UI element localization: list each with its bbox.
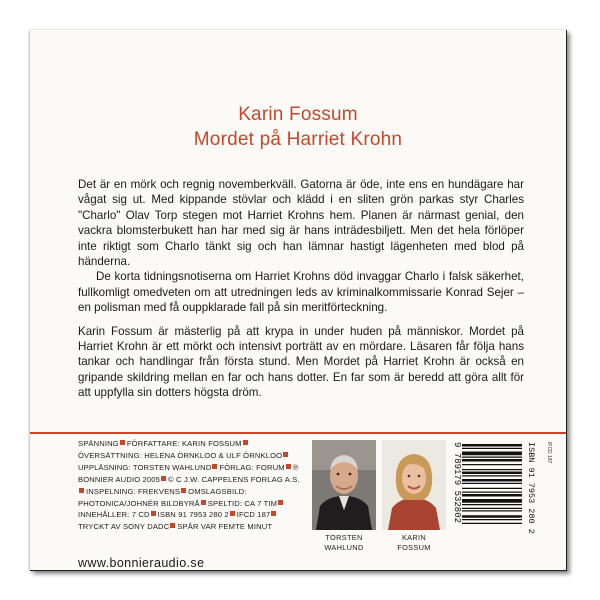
description [78, 177, 524, 401]
author-first-name: KARIN [401, 533, 427, 542]
credit-item: INNEHÅLLER: 7 CD [78, 510, 150, 520]
credit-item: SPÅR VAR FEMTE MINUT [177, 522, 273, 532]
ifcd-code-text: IFCD 187 [546, 442, 552, 464]
barcode-bar [462, 448, 522, 449]
barcode-bar [462, 464, 522, 465]
website-url: www.bonnieraudio.se [78, 556, 205, 570]
barcode-bar [462, 515, 522, 518]
barcode-bar [462, 475, 522, 476]
barcode-bar [462, 459, 522, 462]
narrator-first-name: TORSTEN [325, 533, 363, 542]
square-bullet-icon [161, 476, 166, 481]
credit-item: INSPELNING: FREKVENS [86, 486, 181, 496]
isbn-vertical [524, 442, 536, 560]
barcode-bar [462, 510, 522, 511]
credit-item: FÖRLAG: FORUM [219, 462, 285, 472]
author-name: Karin Fossum [238, 104, 358, 125]
square-bullet-icon [230, 511, 235, 516]
barcode-bar [462, 488, 522, 489]
woman-portrait-icon [382, 440, 446, 530]
title-block [30, 102, 566, 152]
barcode-bar [462, 499, 522, 503]
credit-item: © C J.W. CAPPELENS FORLAG A.S. [168, 474, 300, 484]
square-bullet-icon [79, 488, 84, 493]
credit-item: ISBN 91 7953 280 2 [157, 510, 229, 520]
square-bullet-icon [212, 464, 217, 469]
credit-item: FÖRFATTARE: KARIN FOSSUM [126, 439, 242, 448]
narrator-photo [312, 440, 376, 530]
credit-item: TRYCKT AV SONY DADC [78, 522, 170, 532]
barcode-bar [462, 508, 522, 509]
author-photo [382, 440, 446, 530]
barcode-icon [460, 440, 524, 560]
barcode-bar [462, 472, 522, 475]
credit-item: ℗ BONNIER AUDIO 2005 [78, 462, 299, 484]
credit-item: SPÄNNING [78, 439, 119, 448]
barcode-bar [462, 523, 522, 524]
author-caption [380, 533, 448, 552]
square-bullet-icon [271, 511, 276, 516]
barcode-bar [462, 519, 522, 520]
square-bullet-icon [278, 500, 283, 505]
square-bullet-icon [286, 464, 291, 469]
author-last-name: FOSSUM [397, 542, 431, 552]
square-bullet-icon [283, 452, 288, 457]
narrator-caption [310, 533, 378, 552]
barcode-bar [462, 457, 522, 458]
credit-item: ÖVERSÄTTNING: HELENA ÖRNKLOO & ULF ÖRNKLOO [78, 450, 283, 460]
barcode-bar [462, 444, 522, 447]
square-bullet-icon [243, 440, 248, 445]
credit-item: SPELTID: CA 7 TIM [207, 498, 278, 508]
credits-block [78, 438, 306, 533]
narrator-last-name: WAHLUND [324, 542, 364, 552]
square-bullet-icon [170, 523, 175, 528]
square-bullet-icon [181, 488, 186, 493]
barcode-bar [462, 469, 522, 470]
description-paragraph-3: Karin Fossum är mästerlig på att krypa in under huden på människor. Mordet på Harriet Krohn är ett mörkt och intensivt porträtt av en mördare. Läsaren får följa hans tankar och handlingar från första stund. Men Mordet på Harriet Krohn är också en gripande skildring mellan en far och hans dotter. En far som är beredd att göra allt för att uppfylla sin dotters högsta dröm. [78, 324, 524, 400]
square-bullet-icon [151, 511, 156, 516]
barcode-bar [462, 504, 522, 505]
man-portrait-icon [312, 440, 376, 530]
description-paragraph-2: De korta tidningsnotiserna om Harriet Krohns död invaggar Charlo i falsk säkerhet, fullkomligt omedveten om att utredningen leds av kriminalkommissarie Konrad Sejer – en polisman med få ouppklarade fall på sin meritförteckning. [78, 270, 524, 315]
isbn-vertical-text: ISBN 91 7953 280 2 [526, 442, 536, 534]
book-title: Mordet på Harriet Krohn [193, 129, 403, 150]
square-bullet-icon [201, 500, 206, 505]
barcode-digits-text: 9 789179 532802 [452, 442, 462, 524]
credit-item: OMSLAGSBILD: PHOTONICA/JOHNÉR BILDBYRÅ [78, 486, 247, 508]
cd-back-cover [30, 30, 567, 571]
divider-line [30, 432, 566, 434]
credit-item: IFCD 187 [236, 510, 271, 520]
credit-item: UPPLÄSNING: TORSTEN WAHLUND [78, 462, 212, 472]
barcode-bar [462, 483, 522, 484]
barcode-bar [462, 494, 522, 497]
barcode-bar [462, 479, 522, 482]
ifcd-code [544, 442, 552, 482]
barcode-bar [462, 492, 522, 493]
square-bullet-icon [120, 440, 125, 445]
description-paragraph-1: Det är en mörk och regnig novemberkväll. Gatorna är öde, inte ens en hundägare har vågat sig ut. Med kippande stövlar och klädd i en sliten grön parkas styr Charles "Charlo" Olav Torp stegen mot Harriet Krohns hem. Planen är närmast genial, den vackra blomsterbukett han har med sig är hans inträdesbiljett. Men det hela förlöper inte riktigt som Charlo tänkt sig och han lämnar hastigt lägenheten med blod på händerna. [78, 178, 524, 269]
barcode-bar [462, 452, 522, 456]
